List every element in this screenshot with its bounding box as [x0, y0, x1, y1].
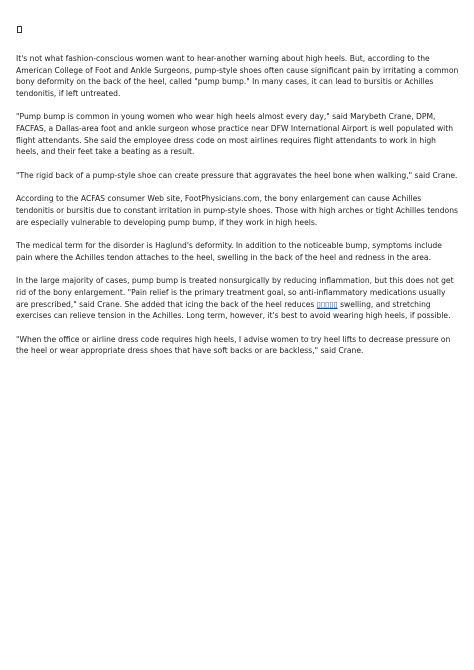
article — [16, 26, 460, 369]
paragraph-medical-term: The medical term for the disorder is Haglund's deformity. In addition to the noticeable bump, symptoms include pain where the Achilles tendon attaches to the heel, swelling in the back of the heel and redness in the area. — [16, 241, 442, 262]
paragraph-acfas-site: According to the ACFAS consumer Web site, FootPhysicians.com, the bony enlargement can cause Achilles tendonitis or bursitis due to constant irritation in pump-style shoes. Those with high arches or tight Achilles tendons are especially vulnerable to developing pump bump, if they work in high heels. — [16, 194, 458, 227]
paragraph-dress-code: "When the office or airline dress code requires high heels, I advise women to try heel lifts to decrease pressure on the heel or wear appropriate dress shoes that have soft backs or are backless," said Crane. — [16, 334, 451, 356]
paragraph-quote-crane: "Pump bump is common in young women who wear high heels almost every day," said Marybeth Crane, DPM, FACFAS, a Dallas-area foot and ankle surgeon whose practice near DFW International Airport is well populated with flight attendants. She said the employee dress code on most airlines requires flight attendants to work in high heels, and their feet take a beating as a result. — [16, 112, 454, 157]
paragraph-rigid-back: "The rigid back of a pump-style shoe can create pressure that aggravates the heel bone when walking," said Crane. — [16, 170, 458, 180]
inline-link[interactable]: ▯▯▯▯▯ — [316, 299, 338, 309]
paragraph-treatment-text: In the large majority of cases, pump bump is treated nonsurgically by reducing inflammation, but this does not get rid of the bony enlargement. "Pain relief is the primary treatment goal, so anti-inflammatory medications usually are prescribed," said Crane. She added that icing the back of the heel reduces — [16, 276, 454, 309]
paragraph-treatment-text-end: swelling, and stretching exercises can relieve tension in the Achilles. Long term, however, it's best to avoid wearing high heels, if possible. — [16, 299, 451, 321]
paragraph-treatment — [16, 275, 460, 321]
paragraph-intro: It's not what fashion-conscious women want to hear-another warning about high heels. But, according to the American College of Foot and Ankle Surgeons, pump-style shoes often cause significant pain by irritating a common bony deformity on the back of the heel, called "pump bump." In many cases, it can lead to bursitis or Achilles tendonitis, if left untreated. — [16, 54, 459, 98]
missing-glyph-icon — [16, 26, 460, 53]
